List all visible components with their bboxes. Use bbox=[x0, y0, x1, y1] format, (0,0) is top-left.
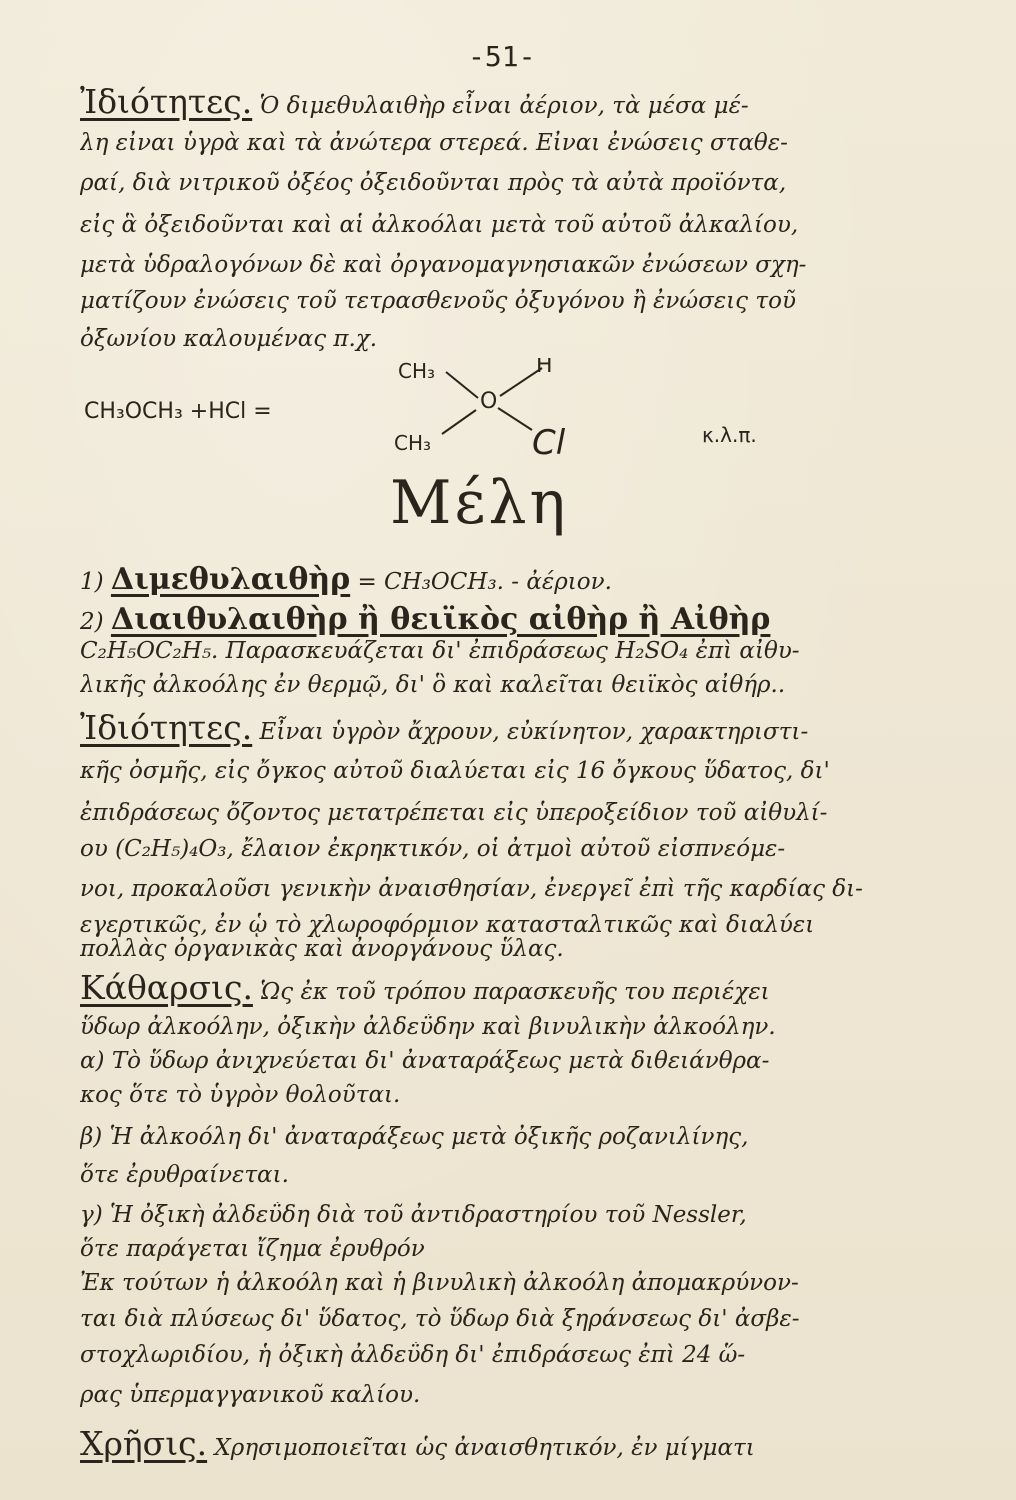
text-line bbox=[80, 252, 960, 278]
text-line bbox=[80, 1306, 960, 1332]
line-text: Εἶναι ὑγρὸν ἄχρουν, εὐκίνητον, χαρακτηριστι- bbox=[252, 719, 809, 745]
text-line bbox=[80, 1124, 960, 1150]
member-text: = CH₃OCH₃. - ἀέριον. bbox=[350, 569, 612, 595]
line-text: νοι, προκαλοῦσι γενικὴν ἀναισθησίαν, ἐνεργεῖ ἐπὶ τῆς καρδίας δι- bbox=[80, 876, 863, 902]
line-text: ὅτε παράγεται ἴζημα ἐρυθρόν bbox=[80, 1236, 425, 1262]
line-text: ματίζουν ἐνώσεις τοῦ τετρασθενοῦς ὀξυγόνου ἢ ἐνώσεις τοῦ bbox=[80, 288, 796, 314]
chemical-equation bbox=[80, 358, 880, 458]
text-line bbox=[80, 130, 960, 156]
line-text: εγερτικῶς, ἐν ᾧ τὸ χλωροφόρμιον κατασταλτικῶς καὶ διαλύει bbox=[80, 912, 815, 938]
line-text: Ἐκ τούτων ἡ ἀλκοόλη καὶ ἡ βινυλικὴ ἀλκοόλη ἀπομακρύνον- bbox=[80, 1270, 799, 1296]
section-heading: Ἰδιότητες. bbox=[80, 82, 253, 121]
line-text: ραί, διὰ νιτρικοῦ ὀξέος ὀξειδοῦνται πρὸς τὰ αὐτὰ προϊόντα, bbox=[80, 170, 787, 196]
member-line bbox=[80, 602, 960, 637]
text-line bbox=[80, 1162, 960, 1188]
line-text: β) Ἡ ἀλκοόλη δι' ἀναταράξεως μετὰ ὀξικῆς ροζανιλίνης, bbox=[80, 1124, 749, 1150]
text-line bbox=[80, 212, 960, 238]
line-text: ου (C₂H₅)₄O₃, ἔλαιον ἐκρηκτικόν, οἱ ἀτμοὶ αὐτοῦ εἰσπνεόμε- bbox=[80, 836, 786, 862]
line-text: ται διὰ πλύσεως δι' ὕδατος, τὸ ὕδωρ διὰ ξηράνσεως δι' ἀσβε- bbox=[80, 1306, 800, 1332]
formula-suffix: κ.λ.π. bbox=[702, 423, 757, 447]
line-text: Ὡς ἐκ τοῦ τρόπου παρασκευῆς του περιέχει bbox=[252, 979, 770, 1005]
line-text: γ) Ἡ ὀξικὴ ἀλδεΰδη διὰ τοῦ ἀντιδραστηρίου τοῦ Nessler, bbox=[80, 1202, 747, 1228]
line-text: ρας ὑπερμαγγανικοῦ καλίου. bbox=[80, 1382, 421, 1408]
oxonium-formula-graphic bbox=[80, 358, 880, 458]
line-text: ἐπιδράσεως ὄζοντος μετατρέπεται εἰς ὑπεροξείδιον τοῦ αἰθυλί- bbox=[80, 800, 828, 826]
bond-line bbox=[442, 410, 476, 434]
line-text: κῆς ὀσμῆς, εἰς ὄγκος αὐτοῦ διαλύεται εἰς 16 ὄγκους ὕδατος, δι' bbox=[80, 758, 830, 784]
formula-top-left: CH₃ bbox=[398, 359, 436, 383]
text-line bbox=[80, 708, 960, 747]
text-line bbox=[80, 1382, 960, 1408]
formula-bottom-right: Cl bbox=[532, 423, 566, 458]
line-text: κος ὅτε τὸ ὑγρὸν θολοῦται. bbox=[80, 1082, 401, 1108]
line-text: στοχλωριδίου, ἡ ὀξικὴ ἀλδεΰδη δι' ἐπιδράσεως ἐπὶ 24 ὥ- bbox=[80, 1342, 746, 1368]
section-heading: Χρῆσις. bbox=[80, 1424, 208, 1463]
text-line bbox=[80, 1270, 960, 1296]
section-heading: Κάθαρσις. bbox=[80, 968, 253, 1007]
text-line bbox=[80, 758, 960, 784]
text-line bbox=[80, 1048, 960, 1074]
bond-line bbox=[500, 368, 542, 396]
member-name: Διαιθυλαιθὴρ ἢ θειϊκὸς αἰθὴρ ἢ Αἰθὴρ bbox=[110, 602, 771, 637]
member-name: Διμεθυλαιθὴρ bbox=[110, 562, 351, 597]
formula-bottom-left: CH₃ bbox=[394, 431, 432, 455]
section-heading: Ἰδιότητες. bbox=[80, 708, 253, 747]
text-line bbox=[80, 800, 960, 826]
text-line bbox=[80, 912, 960, 938]
text-line bbox=[80, 968, 960, 1007]
formula-top-right: H bbox=[536, 358, 553, 378]
line-text: εἰς ἃ ὀξειδοῦνται καὶ αἱ ἀλκοόλαι μετὰ τοῦ αὐτοῦ ἀλκαλίου, bbox=[80, 212, 799, 238]
text-line bbox=[80, 876, 960, 902]
bond-line bbox=[446, 372, 478, 398]
line-text: λικῆς ἀλκοόλης ἐν θερμῷ, δι' ὃ καὶ καλεῖται θειϊκὸς αἰθήρ.. bbox=[80, 672, 786, 698]
line-text: α) Τὸ ὕδωρ ἀνιχνεύεται δι' ἀναταράξεως μετὰ διθειάνθρα- bbox=[80, 1048, 770, 1074]
line-text: λη εἶναι ὑγρὰ καὶ τὰ ἀνώτερα στερεά. Εἶναι ἐνώσεις σταθε- bbox=[80, 130, 788, 156]
line-text: C₂H₅OC₂H₅. Παρασκευάζεται δι' ἐπιδράσεως H₂SO₄ ἐπὶ αἰθυ- bbox=[80, 638, 800, 664]
member-line bbox=[80, 562, 960, 597]
formula-center: O bbox=[480, 389, 498, 414]
text-line bbox=[80, 82, 960, 121]
text-line bbox=[80, 936, 960, 962]
text-line bbox=[80, 1014, 960, 1040]
line-text: ὀξωνίου καλουμένας π.χ. bbox=[80, 326, 378, 352]
line-text: πολλὰς ὀργανικὰς καὶ ἀνοργάνους ὕλας. bbox=[80, 936, 564, 962]
line-text: μετὰ ὑδραλογόνων δὲ καὶ ὀργανομαγνησιακῶν ἐνώσεων σχη- bbox=[80, 252, 807, 278]
equation-left: CH₃OCH₃ +HCl = bbox=[84, 399, 272, 424]
text-line bbox=[80, 326, 960, 352]
member-number: 1) bbox=[80, 569, 104, 595]
text-line bbox=[80, 672, 960, 698]
text-line bbox=[80, 1202, 960, 1228]
text-line bbox=[80, 1342, 960, 1368]
text-line bbox=[80, 1424, 960, 1463]
member-number: 2) bbox=[80, 609, 104, 635]
line-text: Ὁ διμεθυλαιθὴρ εἶναι ἀέριον, τὰ μέσα μέ- bbox=[252, 93, 749, 119]
text-line bbox=[80, 288, 960, 314]
text-line bbox=[80, 638, 960, 664]
text-line bbox=[80, 1082, 960, 1108]
section-title: Μέλη bbox=[390, 468, 569, 538]
text-line bbox=[80, 836, 960, 862]
line-text: Χρησιμοποιεῖται ὡς ἀναισθητικόν, ἐν μίγματι bbox=[207, 1435, 755, 1461]
text-line bbox=[80, 1236, 960, 1262]
bond-line bbox=[498, 408, 532, 430]
line-text: ὕδωρ ἀλκοόλην, ὀξικὴν ἀλδεΰδην καὶ βινυλικὴν ἀλκοόλην. bbox=[80, 1014, 776, 1040]
page-number: -51- bbox=[468, 40, 536, 73]
text-line bbox=[80, 170, 960, 196]
line-text: ὅτε ἐρυθραίνεται. bbox=[80, 1162, 289, 1188]
